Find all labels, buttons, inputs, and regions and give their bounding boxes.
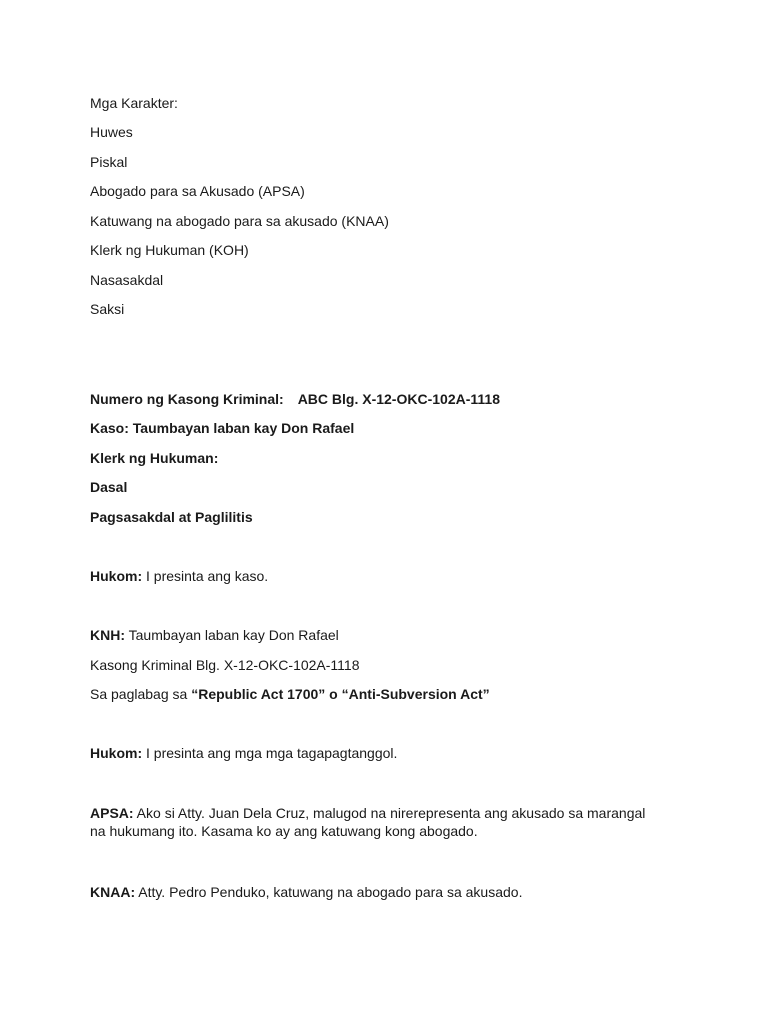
arraignment-heading: Pagsasakdal at Paglilitis — [90, 509, 253, 525]
speaker-label: KNH: — [90, 627, 125, 643]
dialogue-text: I presinta ang mga mga tagapagtanggol. — [142, 745, 398, 761]
character-item: Huwes — [90, 124, 133, 140]
dialogue-apsa — [90, 804, 650, 840]
dialogue-text: Taumbayan laban kay Don Rafael — [125, 627, 339, 643]
dialogue-knh-line3 — [90, 685, 490, 703]
speaker-label: KNAA: — [90, 884, 136, 900]
dialogue-knaa — [90, 883, 522, 901]
character-item: Abogado para sa Akusado (APSA) — [90, 183, 305, 199]
prayer-heading: Dasal — [90, 479, 128, 495]
dialogue-knh-line2: Kasong Kriminal Blg. X-12-OKC-102A-1118 — [90, 657, 360, 673]
dialogue-text: Sa paglabag sa — [90, 686, 192, 702]
case-number-label: Numero ng Kasong Kriminal: — [90, 391, 284, 407]
character-item: Saksi — [90, 301, 125, 317]
case-number-value: ABC Blg. X-12-OKC-102A-1118 — [297, 391, 500, 407]
dialogue-knh — [90, 626, 339, 644]
character-item: Piskal — [90, 154, 128, 170]
speaker-label: Hukom: — [90, 568, 143, 584]
speaker-label: Hukom: — [90, 745, 143, 761]
dialogue-text: Ako si Atty. Juan Dela Cruz, malugod na nirerepresenta ang akusado sa marangal na hukumang ito. Kasama ko ay ang katuwang kong abogado. — [90, 805, 646, 839]
case-title: Kaso: Taumbayan laban kay Don Rafael — [90, 420, 355, 436]
characters-heading: Mga Karakter: — [90, 95, 178, 111]
character-item: Klerk ng Hukuman (KOH) — [90, 242, 249, 258]
dialogue-text: I presinta ang kaso. — [142, 568, 269, 584]
case-number-line — [90, 390, 500, 408]
clerk-label: Klerk ng Hukuman: — [90, 450, 219, 466]
dialogue-hukom-2 — [90, 744, 397, 762]
character-item: Katuwang na abogado para sa akusado (KNAA) — [90, 213, 389, 229]
dialogue-hukom-1 — [90, 567, 268, 585]
law-reference: “Republic Act 1700” o “Anti-Subversion Act” — [191, 686, 490, 702]
dialogue-text: Atty. Pedro Penduko, katuwang na abogado para sa akusado. — [135, 884, 523, 900]
character-item: Nasasakdal — [90, 272, 164, 288]
speaker-label: APSA: — [90, 805, 134, 821]
